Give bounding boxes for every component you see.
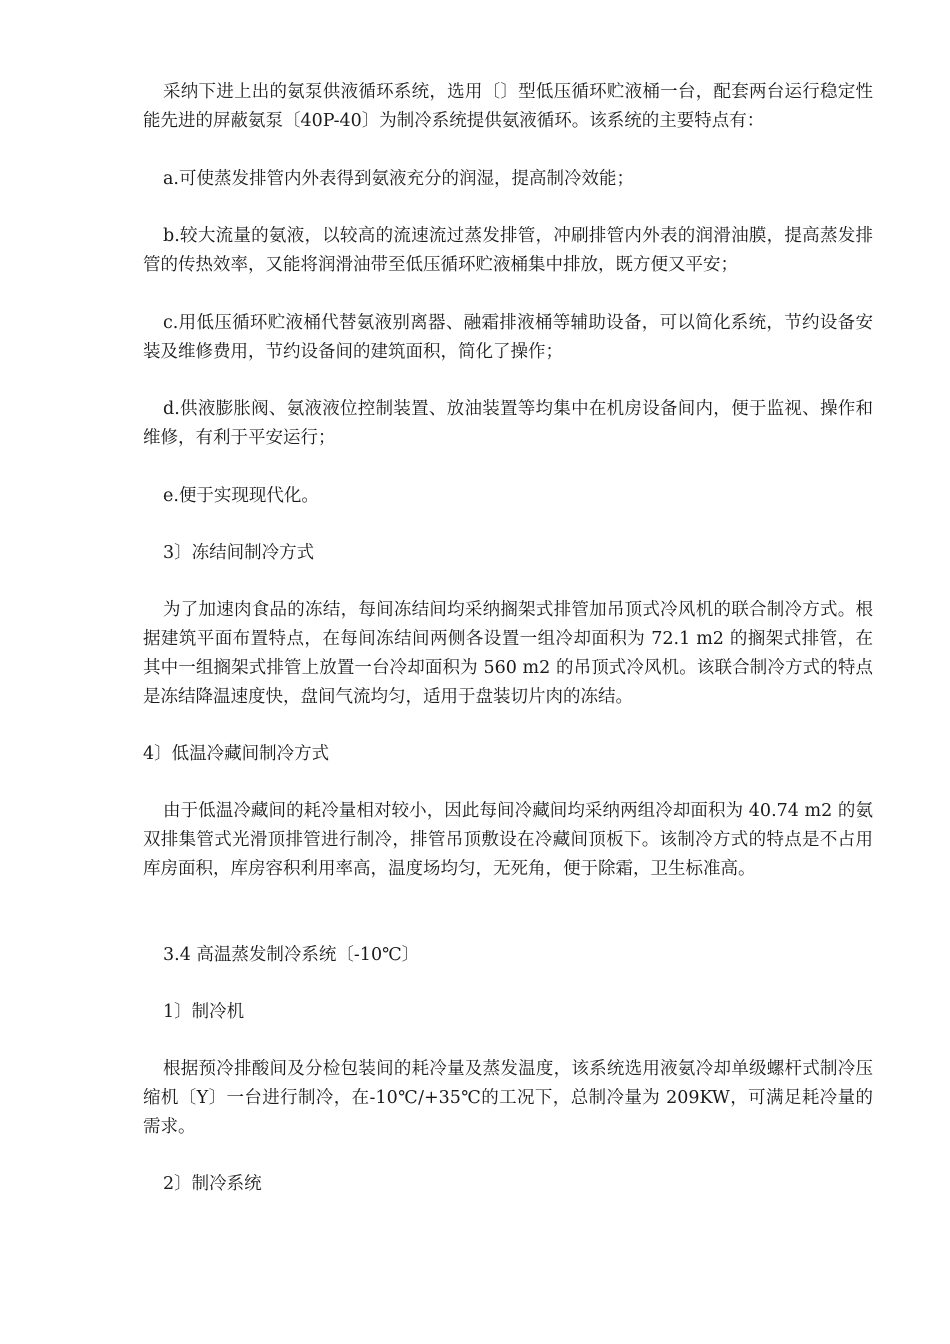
heading-low-temp-storage-method: 4〕低温冷藏间制冷方式 xyxy=(143,744,330,764)
heading-freezing-room-method: 3〕冻结间制冷方式 xyxy=(163,543,315,563)
paragraph-feature-a: a.可使蒸发排管内外表得到氨液充分的润湿，提高制冷效能； xyxy=(163,169,634,189)
paragraph-feature-d: d.供液膨胀阀、氨液液位控制装置、放油装置等均集中在机房设备间内，便于监视、操作和维修，有利于平安运行； xyxy=(143,399,873,448)
paragraph-feature-c: c.用低压循环贮液桶代替氨液别离器、融霜排液桶等辅助设备，可以简化系统，节约设备安装及维修费用，节约设备间的建筑面积，简化了操作； xyxy=(143,313,873,362)
paragraph-feature-e: e.便于实现现代化。 xyxy=(163,486,319,506)
paragraph-refrigerator: 根据预冷排酸间及分检包装间的耗冷量及蒸发温度，该系统选用液氨冷却单级螺杆式制冷压缩机〔Y〕一台进行制冷，在-10℃/+35℃的工况下，总制冷量为 209KW，可满足耗冷量的需求。 xyxy=(143,1059,873,1137)
paragraph-feature-b: b.较大流量的氨液，以较高的流速流过蒸发排管，冲刷排管内外表的润滑油膜，提高蒸发排管的传热效率，又能将润滑油带至低压循环贮液桶集中排放，既方便又平安； xyxy=(143,226,873,275)
heading-refrigerator: 1〕制冷机 xyxy=(163,1002,245,1022)
paragraph-ammonia-pump-system: 采纳下进上出的氨泵供液循环系统，选用〔〕型低压循环贮液桶一台，配套两台运行稳定性能先进的屏蔽氨泵〔40P-40〕为制冷系统提供氨液循环。该系统的主要特点有： xyxy=(143,82,873,131)
paragraph-freezing-room: 为了加速肉食品的冻结，每间冻结间均采纳搁架式排管加吊顶式冷风机的联合制冷方式。根据建筑平面布置特点，在每间冻结间两侧各设置一组冷却面积为 72.1 m2 的搁架式排管，在其中一组搁架式排管上放置一台冷却面积为 560 m2 的吊顶式冷风机。该联合制冷方式的特点是冻结降温速度快，盘间气流均匀，适用于盘装切片肉的冻结。 xyxy=(143,600,873,707)
paragraph-low-temp-storage: 由于低温冷藏间的耗冷量相对较小，因此每间冷藏间均采纳两组冷却面积为 40.74 m2 的氨双排集管式光滑顶排管进行制冷，排管吊顶敷设在冷藏间顶板下。该制冷方式的特点是不占用库房面积，库房容积利用率高，温度场均匀，无死角，便于除霜，卫生标准高。 xyxy=(143,801,873,879)
heading-refrigeration-system: 2〕制冷系统 xyxy=(163,1174,262,1194)
heading-section-3-4: 3.4 高温蒸发制冷系统〔-10℃〕 xyxy=(163,945,420,965)
